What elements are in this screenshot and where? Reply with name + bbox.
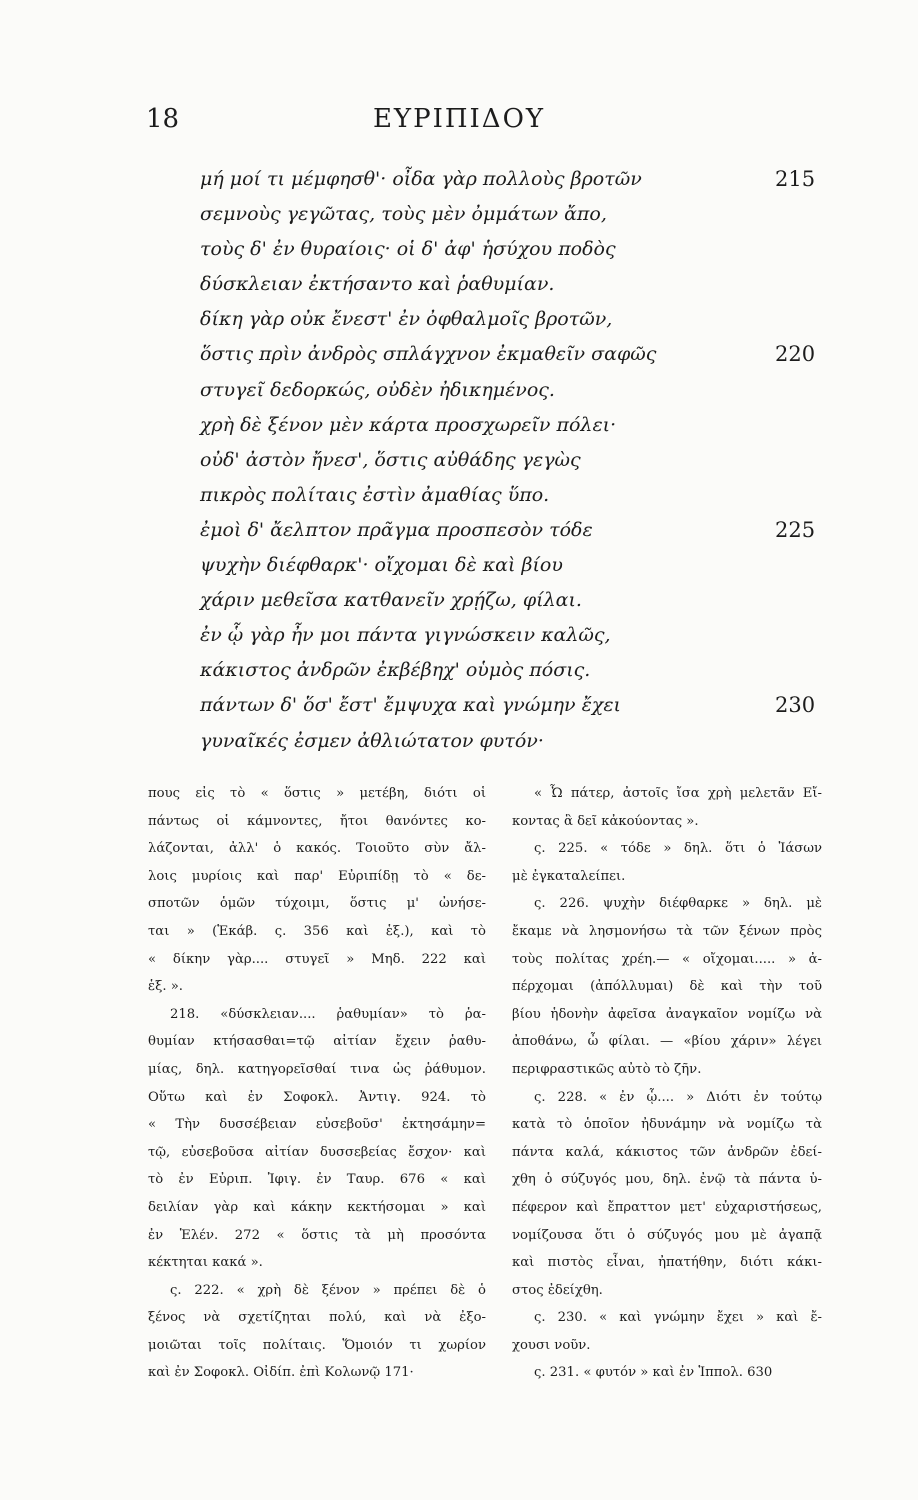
commentary-line: 218. «δύσκλειαν.... ῥαθυμίαν» τὸ ῥα- (170, 1006, 486, 1022)
commentary-line: ς. 225. « τόδε » δηλ. ὅτι ὁ Ἰάσων (534, 841, 822, 857)
verse-line-number: 215 (775, 167, 816, 191)
commentary-line: καὶ πιστὸς εἶναι, ἠπατήθην, διότι κάκι- (512, 1255, 822, 1271)
verse-text: ὅστις πρὶν ἀνδρὸς σπλάγχνον ἐκμαθεῖν σαφῶς (200, 343, 657, 366)
commentary-line: πάντως οἱ κάμνοντες, ἤτοι θανόντες κο- (148, 813, 486, 829)
commentary-line: ται » (Ἑκάβ. ς. 356 καὶ ἑξ.), καὶ τὸ (148, 923, 486, 939)
commentary-line: « Ὦ πάτερ, ἀστοῖς ἴσα χρὴ μελετᾶν Εἴ- (534, 786, 822, 801)
verse-text: κάκιστος ἀνδρῶν ἐκβέβηχ' οὑμὸς πόσις. (200, 659, 591, 682)
commentary-line: λοις μυρίοις καὶ παρ' Εὐριπίδῃ τὸ « δε- (148, 868, 486, 884)
verse-text: χάριν μεθεῖσα κατθανεῖν χρῄζω, φίλαι. (200, 589, 582, 612)
commentary-line: δειλίαν γὰρ καὶ κάκην κεκτήσομαι » καὶ (148, 1199, 486, 1215)
commentary-line: ς. 226. ψυχὴν διέφθαρκε » δηλ. μὲ (534, 896, 822, 912)
verse-line (200, 162, 840, 197)
commentary-line: μίας, δηλ. κατηγορεῖσθαί τινα ὡς ῥάθυμον. (148, 1061, 486, 1077)
verse-text-block (200, 162, 840, 759)
verse-line (200, 513, 840, 548)
commentary-line: κοντας ἃ δεῖ κἀκούοντας ». (512, 813, 699, 829)
commentary-line: τοὺς πολίτας χρέη.— « οἴχομαι..... » ἀ- (512, 951, 822, 967)
commentary-line: μὲ ἐγκαταλείπει. (512, 868, 626, 884)
commentary-line: χουσι νοῦν. (512, 1337, 591, 1353)
commentary-line: νομίζουσα ὅτι ὁ σύζυγός μου μὲ ἀγαπᾷ (512, 1227, 822, 1243)
running-title: ΕΥΡΙΠΙΔΟΥ (372, 104, 546, 134)
verse-text: δύσκλειαν ἐκτήσαντο καὶ ῥαθυμίαν. (200, 273, 555, 296)
commentary-line: τῷ, εὐσεβοῦσα αἰτίαν δυσσεβείας ἔσχον· καὶ (148, 1144, 486, 1160)
commentary-line: θυμίαν κτήσασθαι=τῷ αἰτίαν ἔχειν ῥαθυ- (148, 1034, 486, 1050)
verse-line (200, 197, 840, 232)
commentary-line: στος ἐδείχθη. (512, 1282, 603, 1298)
verse-line (200, 302, 840, 337)
commentary-line: ἐν Ἑλέν. 272 « ὅστις τὰ μὴ προσόντα (148, 1227, 486, 1243)
verse-line (200, 232, 840, 267)
verse-line (200, 373, 840, 408)
commentary-line: σποτῶν ὁμῶν τύχοιμι, ὅστις μ' ὠνήσε- (148, 896, 486, 912)
verse-text: ἐν ᾧ γὰρ ἦν μοι πάντα γιγνώσκειν καλῶς, (200, 624, 611, 647)
page-number: 18 (146, 104, 180, 134)
verse-text: πάντων δ' ὅσ' ἔστ' ἔμψυχα καὶ γνώμην ἔχει (200, 694, 622, 717)
verse-text: πικρὸς πολίταις ἐστὶν ἀμαθίας ὕπο. (200, 483, 550, 506)
verse-line (200, 653, 840, 688)
commentary-line: καὶ ἐν Σοφοκλ. Οἰδίπ. ἐπὶ Κολωνῷ 171· (148, 1365, 414, 1381)
verse-text: μή μοί τι μέμφησθ'· οἶδα γὰρ πολλοὺς βροτῶν (200, 168, 642, 190)
verse-text: χρὴ δὲ ξένον μὲν κάρτα προσχωρεῖν πόλει· (200, 413, 617, 436)
verse-line (200, 267, 840, 302)
verse-line (200, 478, 840, 513)
verse-line (200, 618, 840, 653)
verse-text: σεμνοὺς γεγῶτας, τοὺς μὲν ὀμμάτων ἄπο, (200, 203, 607, 226)
commentary-line: τὸ ἐν Εὐριπ. Ἰφιγ. ἐν Ταυρ. 676 « καὶ (148, 1172, 486, 1188)
commentary-line: ς. 230. « καὶ γνώμην ἔχει » καὶ ἔ- (534, 1310, 822, 1326)
commentary-line: ς. 222. « χρὴ δὲ ξένον » πρέπει δὲ ὁ (170, 1282, 486, 1298)
commentary-line: ς. 228. « ἐν ᾧ.... » Διότι ἐν τούτῳ (534, 1089, 822, 1105)
commentary-left-column (148, 780, 486, 1387)
commentary-line: « Τὴν δυσσέβειαν εὐσεβοῦσ' ἐκτησάμην= (148, 1117, 486, 1133)
commentary-line: λάζονται, ἀλλ' ὁ κακός. Τοιοῦτο σὺν ἄλ- (148, 841, 486, 857)
commentary-line: ἔκαμε νὰ λησμονήσω τὰ τῶν ξένων πρὸς (512, 923, 822, 939)
verse-text: ἐμοὶ δ' ἄελπτον πρᾶγμα προσπεσὸν τόδε (200, 518, 593, 541)
commentary-line: πους εἰς τὸ « ὅστις » μετέβη, διότι οἱ (148, 786, 486, 801)
verse-line (200, 724, 840, 759)
verse-text: τοὺς δ' ἐν θυραίοις· οἱ δ' ἀφ' ἡσύχου ποδὸς (200, 238, 616, 261)
commentary-line: Οὕτω καὶ ἐν Σοφοκλ. Ἀντιγ. 924. τὸ (148, 1089, 486, 1105)
commentary-line: κέκτηται κακά ». (148, 1255, 263, 1271)
verse-line (200, 408, 840, 443)
verse-line (200, 337, 840, 372)
verse-line-number: 230 (775, 693, 816, 718)
commentary-line: πέρχομαι (ἀπόλλυμαι) δὲ καὶ τὴν τοῦ (512, 979, 822, 995)
commentary-line: βίου ἡδονὴν ἀφεῖσα ἀναγκαῖον νομίζω νὰ (512, 1006, 822, 1022)
verse-line-number: 225 (775, 517, 816, 542)
commentary-line: ἀποθάνω, ὦ φίλαι. — «βίου χάριν» λέγει (512, 1034, 822, 1050)
commentary-line: μοιῶται τοῖς πολίταις. Ὅμοιόν τι χωρίον (148, 1337, 486, 1353)
verse-line-number: 220 (775, 342, 816, 367)
verse-line (200, 583, 840, 618)
commentary-line: περιφραστικῶς αὐτὸ τὸ ζῆν. (512, 1061, 702, 1077)
commentary-line: πέφερον καὶ ἔπραττον μετ' εὐχαριστήσεως, (512, 1199, 822, 1215)
commentary-line: ἑξ. ». (148, 979, 183, 995)
commentary-line: ξένος νὰ σχετίζηται πολύ, καὶ νὰ ἐξο- (148, 1310, 486, 1326)
commentary-line: πάντα καλά, κάκιστος τῶν ἀνδρῶν ἐδεί- (512, 1144, 822, 1160)
verse-line (200, 548, 840, 583)
commentary-line: χθη ὁ σύζυγός μου, δηλ. ἐνῷ τὰ πάντα ὑ- (512, 1172, 822, 1188)
verse-text: οὐδ' ἀστὸν ἤνεσ', ὅστις αὐθάδης γεγὼς (200, 448, 581, 471)
commentary-right-column (512, 780, 822, 1387)
verse-text: γυναῖκές ἐσμεν ἀθλιώτατον φυτόν· (200, 729, 544, 752)
page-header (0, 104, 918, 144)
verse-text: δίκη γὰρ οὐκ ἔνεστ' ἐν ὀφθαλμοῖς βροτῶν, (200, 308, 613, 331)
commentary-line: ς. 231. « φυτόν » καὶ ἐν Ἱππολ. 630 (534, 1365, 773, 1381)
commentary-line: « δίκην γὰρ.... στυγεῖ » Μηδ. 222 καὶ (148, 951, 486, 967)
verse-text: στυγεῖ δεδορκώς, οὐδὲν ἠδικημένος. (200, 378, 555, 401)
verse-line (200, 443, 840, 478)
commentary-line: κατὰ τὸ ὁποῖον ἠδυνάμην νὰ νομίζω τὰ (512, 1117, 822, 1133)
verse-text: ψυχὴν διέφθαρκ'· οἴχομαι δὲ καὶ βίου (200, 554, 563, 577)
verse-line (200, 688, 840, 723)
